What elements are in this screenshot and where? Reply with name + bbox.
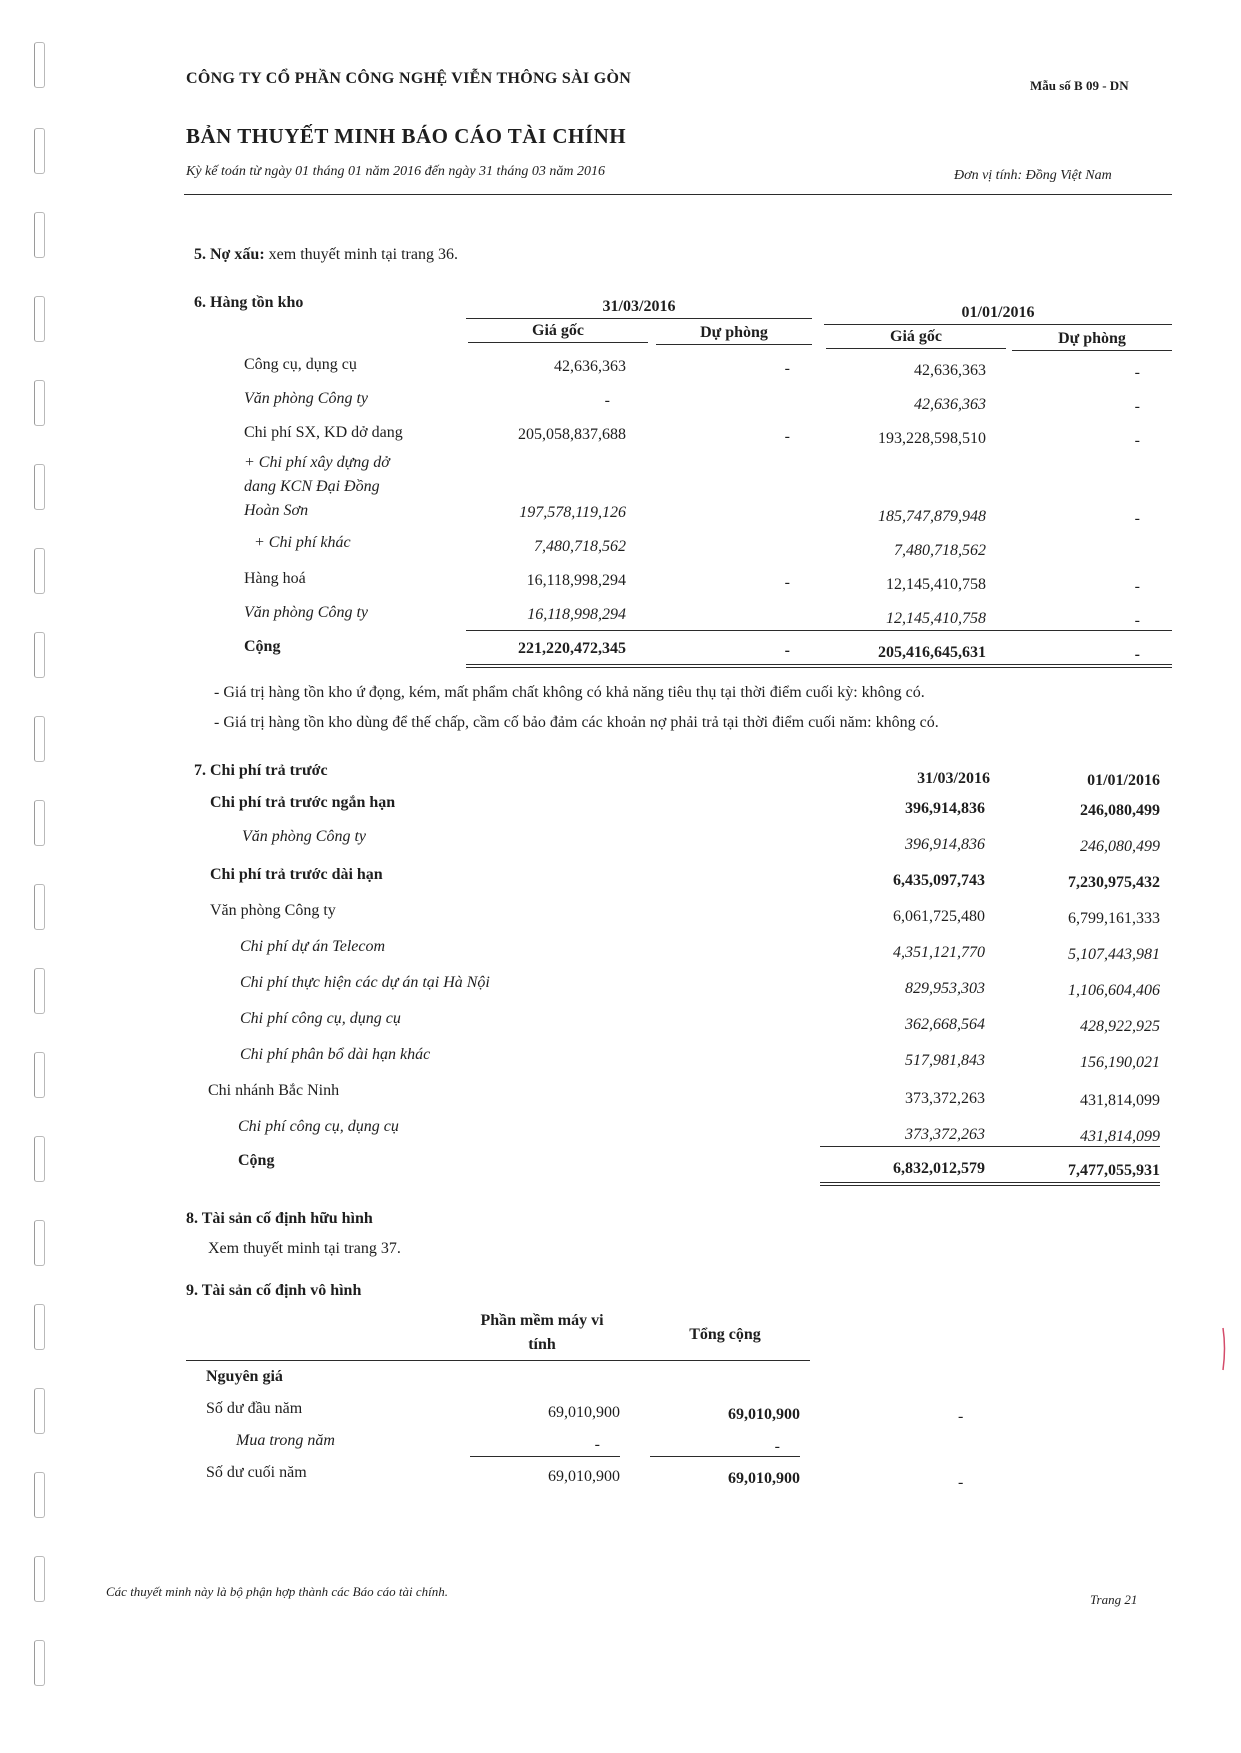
s7-row-label: Chi phí trả trước dài hạn	[210, 866, 383, 883]
s6-row-cost-1: 7,480,718,562	[534, 538, 626, 555]
s7-row-label: Chi nhánh Bắc Ninh	[208, 1082, 340, 1099]
s7-row-value-1: 517,981,843	[905, 1052, 985, 1069]
s6-date-2-rule	[824, 324, 1172, 325]
company-name: CÔNG TY CỔ PHẦN CÔNG NGHỆ VIỄN THÔNG SÀI GÒN	[186, 70, 632, 87]
s6-note-2: - Giá trị hàng tồn kho dùng để thế chấp, cầm cố bảo đảm các khoản nợ phải trả tại thời điểm cuối năm: không có.	[214, 714, 939, 731]
s6-row-label: Công cụ, dụng cụ	[244, 356, 357, 373]
s6-row-label: Văn phòng Công ty	[244, 390, 368, 407]
s7-row-label: Văn phòng Công ty	[242, 828, 366, 845]
s9-row-value-2: 69,010,900	[728, 1470, 800, 1487]
s7-row-label: Chi phí phân bổ dài hạn khác	[240, 1046, 431, 1063]
s7-row-value-2: 431,814,099	[1080, 1128, 1160, 1145]
s6-total-cost-1: 221,220,472,345	[518, 640, 626, 657]
s6-row-cost-2: 42,636,363	[914, 396, 986, 413]
s7-row-value-2: 428,922,925	[1080, 1018, 1160, 1035]
report-period: Kỳ kế toán từ ngày 01 tháng 01 năm 2016 đến ngày 31 tháng 03 năm 2016	[186, 164, 606, 179]
s6-row-prov-2: -	[1134, 432, 1140, 449]
section-6-title: 6. Hàng tồn kho	[194, 294, 304, 311]
s7-total-label: Cộng	[238, 1152, 275, 1169]
s9-group-label: Nguyên giá	[206, 1368, 283, 1385]
s6-col-prov-1: Dự phòng	[700, 324, 768, 341]
s6-row-prov-1: -	[784, 428, 790, 445]
s6-total-cost-2: 205,416,645,631	[878, 644, 986, 661]
s7-total-value-1: 6,832,012,579	[893, 1160, 985, 1177]
footer-note: Các thuyết minh này là bộ phận hợp thành các Báo cáo tài chính.	[106, 1584, 448, 1599]
s6-col-rule	[1012, 350, 1172, 351]
s9-row-value-2: -	[774, 1438, 780, 1455]
s7-row-label: Chi phí công cụ, dụng cụ	[238, 1118, 399, 1135]
s9-row-value-2: 69,010,900	[728, 1406, 800, 1423]
s6-row-cost-2: 193,228,598,510	[878, 430, 986, 447]
s9-col-software-line1: Phần mềm máy vi	[480, 1312, 604, 1329]
pen-mark	[1220, 1326, 1228, 1372]
s7-row-value-2: 431,814,099	[1080, 1092, 1160, 1109]
s7-row-value-2: 5,107,443,981	[1068, 946, 1160, 963]
s7-date-1: 31/03/2016	[917, 770, 990, 787]
s7-subtotal-rule	[820, 1146, 1160, 1147]
s6-row-label: Hàng hoá	[244, 570, 306, 587]
s9-row-value-1: 69,010,900	[548, 1468, 620, 1485]
s7-row-value-2: 6,799,161,333	[1068, 910, 1160, 927]
section-8-title: 8. Tài sản cố định hữu hình	[186, 1210, 373, 1227]
s6-row-prov-2: -	[1134, 398, 1140, 415]
s6-row-prov-2: -	[1134, 364, 1140, 381]
s7-row-label: Chi phí công cụ, dụng cụ	[240, 1010, 401, 1027]
s6-col-prov-2: Dự phòng	[1058, 330, 1126, 347]
s6-row-cost-2: 42,636,363	[914, 362, 986, 379]
s6-row-cost-1: 16,118,998,294	[527, 606, 626, 623]
s9-row-label: Số dư cuối năm	[206, 1464, 307, 1481]
section-5-number: 5.	[194, 246, 206, 263]
section-5-title: Nợ xấu:	[210, 246, 265, 263]
s6-row-prov-1: -	[784, 574, 790, 591]
s6-row-label: Chi phí SX, KD dở dang	[244, 424, 403, 441]
form-code: Mẫu số B 09 - DN	[1030, 78, 1129, 93]
s7-row-value-1: 6,435,097,743	[893, 872, 985, 889]
s9-row-value-3: -	[958, 1474, 964, 1491]
s6-row-cost-1: 42,636,363	[554, 358, 626, 375]
s6-col-rule	[656, 344, 812, 345]
s7-row-value-1: 396,914,836	[905, 800, 985, 817]
s7-date-2: 01/01/2016	[1087, 772, 1160, 789]
s9-header-rule	[186, 1360, 810, 1361]
s6-date-2: 01/01/2016	[961, 304, 1035, 321]
s7-row-value-1: 829,953,303	[905, 980, 985, 997]
s7-row-value-2: 246,080,499	[1080, 838, 1160, 855]
s6-row-label-line2: dang KCN Đại Đồng	[244, 478, 380, 495]
s6-row-cost-1: 16,118,998,294	[526, 572, 626, 589]
s6-row-cost-1: 197,578,119,126	[519, 504, 626, 521]
currency-unit: Đơn vị tính: Đồng Việt Nam	[954, 168, 1112, 183]
s9-row-value-3: -	[958, 1408, 964, 1425]
s6-row-prov-2: -	[1134, 578, 1140, 595]
s6-total-label: Cộng	[244, 638, 281, 655]
document-title: BẢN THUYẾT MINH BÁO CÁO TÀI CHÍNH	[186, 124, 627, 148]
s7-row-value-2: 246,080,499	[1080, 802, 1160, 819]
s7-row-label: Văn phòng Công ty	[210, 902, 336, 919]
s6-row-label-line1: + Chi phí xây dựng dở	[244, 454, 390, 471]
s7-total-double-rule	[820, 1182, 1160, 1186]
s7-total-value-2: 7,477,055,931	[1068, 1162, 1160, 1179]
s6-date-1-rule	[466, 318, 812, 319]
s6-total-prov-2: -	[1134, 646, 1140, 663]
s7-row-value-1: 373,372,263	[905, 1126, 985, 1143]
s6-col-cost-2: Giá gốc	[890, 328, 942, 345]
s7-row-value-1: 6,061,725,480	[893, 908, 985, 925]
s6-row-cost-1: 205,058,837,688	[518, 426, 626, 443]
s7-row-value-2: 156,190,021	[1080, 1054, 1160, 1071]
s7-row-value-1: 362,668,564	[905, 1016, 985, 1033]
s6-date-1: 31/03/2016	[602, 298, 676, 315]
section-5	[194, 246, 458, 264]
s7-row-value-1: 373,372,263	[905, 1090, 985, 1107]
section-7-title: 7. Chi phí trả trước	[194, 762, 328, 779]
s6-row-cost-2: 12,145,410,758	[886, 610, 986, 627]
s7-row-value-1: 396,914,836	[905, 836, 985, 853]
s7-row-label: Chi phí dự án Telecom	[240, 938, 386, 955]
section-5-text: xem thuyết minh tại trang 36.	[268, 246, 458, 263]
s9-row-label: Số dư đầu năm	[206, 1400, 303, 1417]
s9-rule	[470, 1456, 620, 1457]
header-rule	[184, 194, 1172, 195]
s6-row-prov-2: -	[1134, 612, 1140, 629]
s6-row-label: Văn phòng Công ty	[244, 604, 368, 621]
s6-col-rule	[468, 342, 648, 343]
s6-total-double-rule	[466, 664, 1172, 668]
s6-row-cost-2: 185,747,879,948	[878, 508, 986, 525]
s6-note-1: - Giá trị hàng tồn kho ứ đọng, kém, mất phẩm chất không có khả năng tiêu thụ tại thời điểm cuối kỳ: không có.	[214, 684, 925, 701]
s6-col-rule	[826, 348, 1006, 349]
section-8-text: Xem thuyết minh tại trang 37.	[208, 1240, 401, 1257]
s9-col-total: Tổng cộng	[689, 1326, 761, 1343]
s9-row-value-1: -	[594, 1436, 600, 1453]
s6-row-cost-2: 7,480,718,562	[894, 542, 986, 559]
s7-row-label: Chi phí thực hiện các dự án tại Hà Nội	[240, 974, 490, 991]
s6-row-prov-1: -	[784, 360, 790, 377]
s6-col-cost-1: Giá gốc	[532, 322, 584, 339]
s9-col-software-line2: tính	[528, 1336, 556, 1353]
section-9-title: 9. Tài sản cố định vô hình	[186, 1282, 362, 1299]
s6-row-prov-2: -	[1134, 510, 1140, 527]
s9-rule	[650, 1456, 800, 1457]
page-number: Trang 21	[1090, 1592, 1138, 1607]
s6-row-cost-1: -	[604, 392, 610, 409]
s7-row-value-1: 4,351,121,770	[893, 944, 985, 961]
s7-row-value-2: 7,230,975,432	[1068, 874, 1160, 891]
s6-subtotal-rule	[466, 630, 1172, 631]
s6-row-cost-2: 12,145,410,758	[886, 576, 986, 593]
s6-row-label: + Chi phí khác	[254, 534, 351, 551]
s6-row-label-line3: Hoàn Sơn	[244, 502, 309, 519]
s7-row-value-2: 1,106,604,406	[1068, 982, 1160, 999]
s6-total-prov-1: -	[784, 642, 790, 659]
s9-row-label: Mua trong năm	[236, 1432, 335, 1449]
s9-row-value-1: 69,010,900	[548, 1404, 620, 1421]
s7-row-label: Chi phí trả trước ngắn hạn	[210, 794, 396, 811]
